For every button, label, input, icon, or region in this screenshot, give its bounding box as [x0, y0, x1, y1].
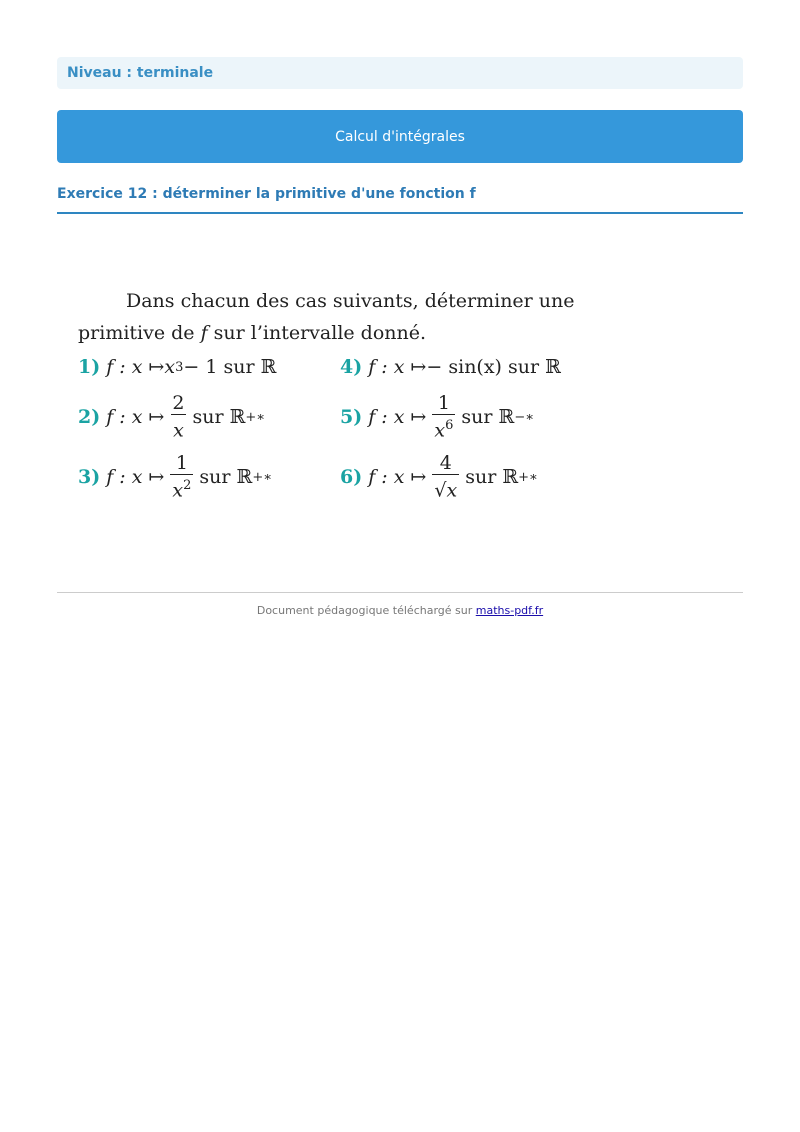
function-lead: f : x ↦ [368, 406, 427, 428]
numerator: 2 [172, 392, 185, 415]
footer-text: Document pédagogique téléchargé sur [256, 604, 476, 617]
numerator: 1 [437, 392, 450, 415]
denominator [170, 474, 193, 501]
item-number: 6) [340, 466, 363, 488]
denominator-base: x [172, 479, 184, 502]
denominator-exponent: 6 [445, 418, 454, 434]
function-exponent: 3 [175, 359, 184, 375]
denominator [432, 474, 459, 501]
denominator [171, 414, 186, 441]
denominator-base: x [173, 419, 184, 442]
function-lead: f : x ↦ [368, 356, 427, 378]
function-domain: sur ℝ [461, 406, 515, 428]
footer-divider [57, 592, 743, 593]
denominator-base: √x [434, 479, 458, 502]
instructions-text-end: sur l’intervalle donné. [207, 322, 427, 344]
fraction [432, 452, 459, 501]
instructions-text: Dans chacun des cas suivants, déterminer une primitive de [78, 290, 575, 344]
item-number: 3) [78, 466, 101, 488]
function-list [78, 351, 678, 503]
level-label: Niveau : terminale [57, 57, 743, 89]
denominator [432, 414, 455, 441]
function-tail: − 1 sur ℝ [183, 356, 277, 378]
function-base: x [164, 356, 176, 378]
function-lead: f : x ↦ [106, 406, 165, 428]
domain-exponent: +∗ [518, 469, 538, 485]
numerator: 4 [439, 452, 452, 475]
function-lead: f : x ↦ [106, 356, 165, 378]
list-item [78, 451, 340, 503]
item-number: 4) [340, 356, 363, 378]
instructions-variable: f [200, 322, 208, 344]
exercise-content [78, 285, 678, 503]
numerator: 1 [175, 452, 188, 475]
item-number: 1) [78, 356, 101, 378]
list-item [340, 451, 602, 503]
chapter-banner: Calcul d'intégrales [57, 110, 743, 163]
domain-exponent: +∗ [252, 469, 273, 485]
function-domain: sur ℝ [192, 406, 246, 428]
footer-link[interactable]: maths-pdf.fr [475, 604, 544, 617]
item-number: 5) [340, 406, 363, 428]
domain-exponent: −∗ [514, 409, 535, 425]
fraction [432, 392, 455, 441]
function-lead: f : x ↦ [368, 466, 427, 488]
list-item [340, 391, 602, 443]
fraction [170, 392, 186, 441]
footer [0, 604, 800, 617]
list-item [78, 391, 340, 443]
fraction [170, 452, 193, 501]
function-domain: sur ℝ [199, 466, 253, 488]
list-item [78, 351, 340, 383]
denominator-exponent: 2 [183, 478, 192, 494]
domain-exponent: +∗ [245, 409, 266, 425]
denominator-base: x [434, 419, 446, 442]
function-domain: sur ℝ [465, 466, 519, 488]
exercise-title: Exercice 12 : déterminer la primitive d'une fonction f [57, 186, 743, 214]
list-item [340, 351, 602, 383]
function-expression: − sin(x) sur ℝ [426, 356, 561, 378]
exercise-instructions [78, 285, 593, 349]
function-lead: f : x ↦ [106, 466, 165, 488]
item-number: 2) [78, 406, 101, 428]
